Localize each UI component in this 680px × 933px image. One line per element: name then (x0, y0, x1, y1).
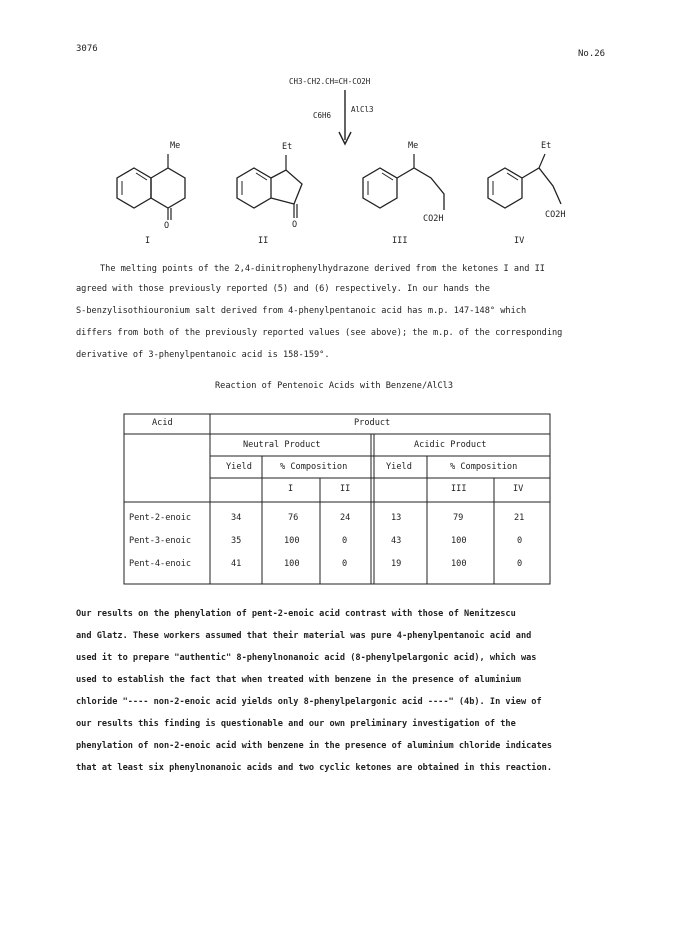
reactant-formula: CH3-CH2.CH=CH-CO2H (289, 77, 371, 86)
structure-III-carboxyl: CO2H (423, 214, 444, 224)
table-cell-I: 100 (284, 559, 300, 569)
paragraph-melting-points (76, 264, 596, 364)
paragraph-results-discussion (76, 609, 616, 789)
table-cell-I: 100 (284, 536, 300, 546)
table-subheader-I: I (288, 484, 294, 494)
table-cell-acidic-yield: 13 (391, 513, 402, 523)
table-cell-IV: 0 (517, 536, 523, 546)
table-cell-III: 79 (453, 513, 464, 523)
text-line: agreed with those previously reported (5) and (6) respectively. In our hands the (76, 284, 490, 294)
table-cell-acidic-yield: 43 (391, 536, 402, 546)
table-cell-III: 100 (451, 559, 467, 569)
structure-III-phenylpentanoic-acid (350, 148, 470, 228)
table-cell-II: 0 (342, 536, 348, 546)
structure-IV-carboxyl: CO2H (545, 210, 566, 220)
table-row-acid: Pent-3-enoic (129, 536, 192, 546)
structure-IV-phenylpentanoic-acid (475, 148, 595, 228)
structure-I-substituent: Me (170, 141, 181, 151)
reagent-alcl3: AlCl3 (351, 105, 374, 114)
table-cell-neutral-yield: 35 (231, 536, 242, 546)
reagent-benzene: C6H6 (313, 111, 332, 120)
text-line: used it to prepare "authentic" 8-phenylnonanoic acid (8-phenylpelargonic acid), which was (76, 653, 537, 663)
table-header-neutral-yield: Yield (226, 462, 252, 472)
structure-I-tetralone (104, 148, 214, 228)
issue-number: No.26 (578, 49, 606, 59)
table-cell-III: 100 (451, 536, 467, 546)
text-line: used to establish the fact that when treated with benzene in the presence of aluminium (76, 675, 521, 685)
text-line: and Glatz. These workers assumed that their material was pure 4-phenylpentanoic acid and (76, 631, 532, 641)
structure-III-substituent: Me (408, 141, 419, 151)
table-cell-IV: 0 (517, 559, 523, 569)
structure-I-oxygen: O (164, 221, 170, 231)
structure-II-oxygen: O (292, 220, 298, 230)
table-row-acid: Pent-2-enoic (129, 513, 192, 523)
table-cell-I: 76 (288, 513, 299, 523)
table-subheader-IV: IV (513, 484, 524, 494)
table-subheader-II: II (340, 484, 351, 494)
text-line: differs from both of the previously reported values (see above); the m.p. of the corresponding (76, 328, 563, 338)
table-cell-neutral-yield: 34 (231, 513, 242, 523)
table-header-acidic-composition: % Composition (450, 462, 518, 472)
table-header-acidic: Acidic Product (414, 440, 487, 450)
structure-II-label: II (258, 236, 269, 246)
structure-II-substituent: Et (282, 142, 293, 152)
text-line: derivative of 3-phenylpentanoic acid is 158-159°. (76, 350, 330, 360)
table-cell-IV: 21 (514, 513, 525, 523)
table-subheader-III: III (451, 484, 467, 494)
table-cell-II: 24 (340, 513, 351, 523)
text-line: that at least six phenylnonanoic acids and two cyclic ketones are obtained in this reaction. (76, 763, 552, 773)
table-cell-II: 0 (342, 559, 348, 569)
text-line: The melting points of the 2,4-dinitrophenylhydrazone derived from the ketones I and II (100, 264, 545, 274)
table-cell-acidic-yield: 19 (391, 559, 402, 569)
table-caption: Reaction of Pentenoic Acids with Benzene/AlCl3 (215, 381, 453, 391)
text-line: chloride "---- non-2-enoic acid yields only 8-phenylpelargonic acid ----" (4b). In view of (76, 697, 542, 707)
table-header-acid: Acid (152, 418, 173, 428)
table-header-neutral-composition: % Composition (280, 462, 348, 472)
text-line: S-benzylisothiouronium salt derived from 4-phenylpentanoic acid has m.p. 147-148° which (76, 306, 527, 316)
page-number: 3076 (76, 44, 98, 54)
structure-III-label: III (392, 236, 408, 246)
table-cell-neutral-yield: 41 (231, 559, 242, 569)
structure-IV-label: IV (514, 236, 525, 246)
table-header-product: Product (354, 418, 391, 428)
structure-IV-substituent: Et (541, 141, 552, 151)
table-header-neutral: Neutral Product (243, 440, 321, 450)
text-line: our results this finding is questionable and our own preliminary investigation of the (76, 719, 516, 729)
table-row-acid: Pent-4-enoic (129, 559, 192, 569)
structure-I-label: I (145, 236, 151, 246)
structure-II-indanone (224, 148, 334, 228)
table-header-acidic-yield: Yield (386, 462, 412, 472)
text-line: phenylation of non-2-enoic acid with benzene in the presence of aluminium chloride indicates (76, 741, 552, 751)
reaction-arrow (335, 88, 355, 148)
text-line: Our results on the phenylation of pent-2-enoic acid contrast with those of Nenitzescu (76, 609, 516, 619)
